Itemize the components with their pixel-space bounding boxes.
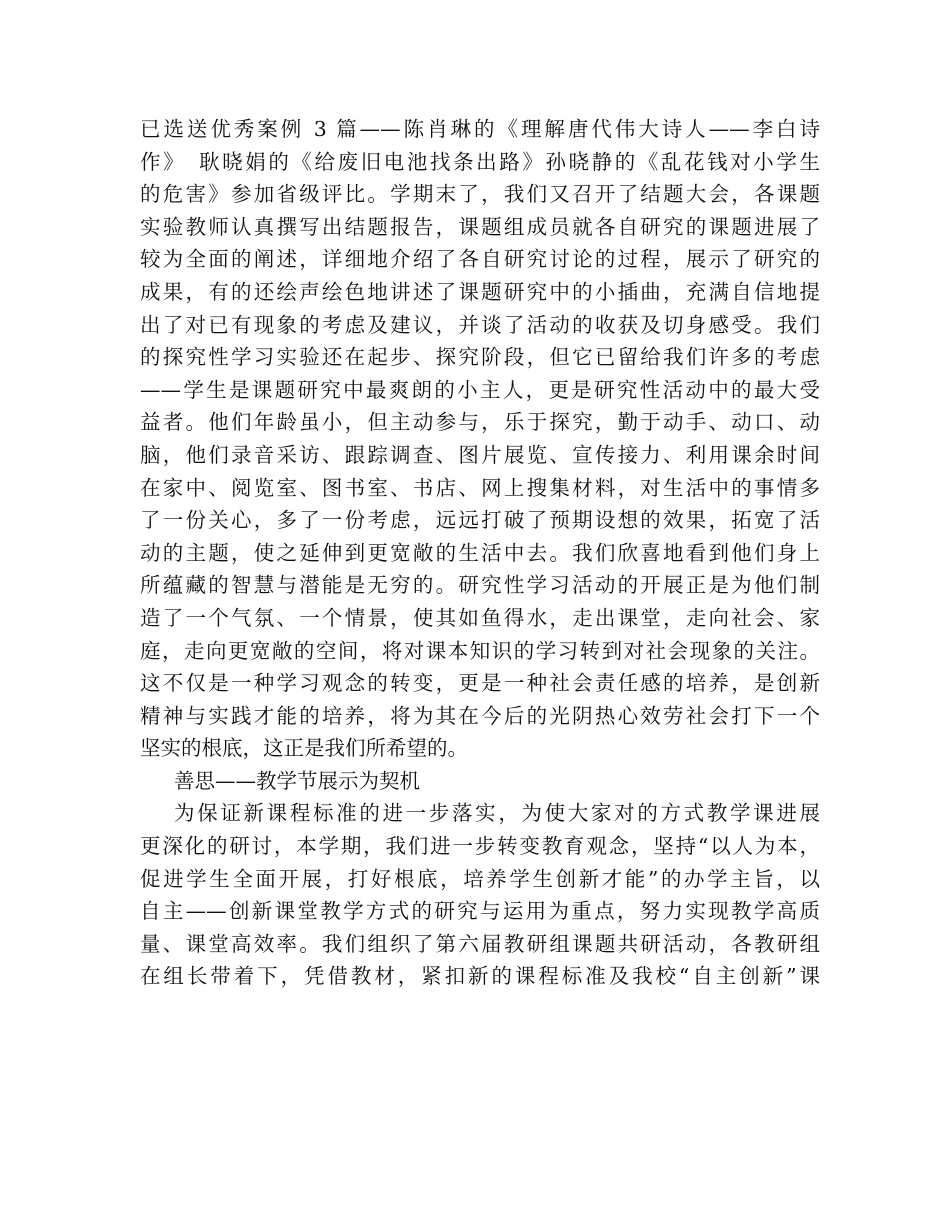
text-line: 了一份关心，多了一份考虑，远远打破了预期设想的效果，拓宽了活 [140, 508, 820, 533]
text-line: 益者。他们年龄虽小，但主动参与，乐于探究，勤于动手、动口、动 [140, 410, 820, 435]
text-line: 出了对已有现象的考虑及建议，并谈了活动的收获及切身感受。我们 [140, 312, 820, 337]
text-line: 庭，走向更宽敞的空间，将对课本知识的学习转到对社会现象的关注。 [140, 638, 820, 663]
text-line: 较为全面的阐述，详细地介绍了各自研究讨论的过程，展示了研究的 [140, 247, 820, 272]
text-line: 脑，他们录音采访、跟踪调查、图片展览、宣传接力、利用课余时间 [140, 442, 820, 467]
text-line: 为保证新课程标准的进一步落实，为使大家对的方式教学课进展 [174, 801, 820, 826]
text-line: 精神与实践才能的培养，将为其在今后的光阴热心效劳社会打下一个 [140, 703, 820, 728]
text-line: 量、课堂高效率。我们组织了第六届教研组课题共研活动，各教研组 [140, 931, 820, 956]
text-line: 动的主题，使之延伸到更宽敞的生活中去。我们欣喜地看到他们身上 [140, 540, 820, 565]
text-line: 的探究性学习实验还在起步、探究阶段，但它已留给我们许多的考虑 [140, 345, 820, 370]
text-line: 在家中、阅览室、图书室、书店、网上搜集材料，对生活中的事情多 [140, 475, 820, 500]
text-line: 所蕴藏的智慧与潜能是无穷的。研究性学习活动的开展正是为他们制 [140, 573, 820, 598]
text-line: 成果，有的还绘声绘色地讲述了课题研究中的小插曲，充满自信地提 [140, 279, 820, 304]
text-line: 已选送优秀案例 3 篇——陈肖琳的《理解唐代伟大诗人——李白诗 [140, 117, 820, 141]
text-line: 的危害》参加省级评比。学期末了，我们又召开了结题大会，各课题 [140, 182, 820, 207]
text-line: 更深化的研讨，本学期，我们进一步转变教育观念，坚持“以人为本， [140, 834, 820, 859]
text-line: 坚实的根底，这正是我们所希望的。 [140, 736, 468, 761]
text-line: 自主——创新课堂教学方式的研究与运用为重点，努力实现教学高质 [140, 899, 820, 924]
text-line: 造了一个气氛、一个情景，使其如鱼得水，走出课堂，走向社会、家 [140, 605, 820, 630]
text-line: 这不仅是一种学习观念的转变，更是一种社会责任感的培养，是创新 [140, 671, 820, 696]
text-line: 善思——教学节展示为契机 [174, 768, 420, 793]
text-line: 促进学生全面开展，打好根底，培养学生创新才能”的办学主旨，以 [140, 866, 820, 891]
document-body [140, 113, 820, 993]
text-line: 实验教师认真撰写出结题报告，课题组成员就各自研究的课题进展了 [140, 214, 820, 239]
text-line: ——学生是课题研究中最爽朗的小主人，更是研究性活动中的最大受 [140, 377, 820, 402]
text-line: 在组长带着下，凭借教材，紧扣新的课程标准及我校“自主创新”课 [140, 964, 820, 989]
text-line: 作》 耿晓娟的《给废旧电池找条出路》孙晓静的《乱花钱对小学生 [140, 149, 820, 174]
